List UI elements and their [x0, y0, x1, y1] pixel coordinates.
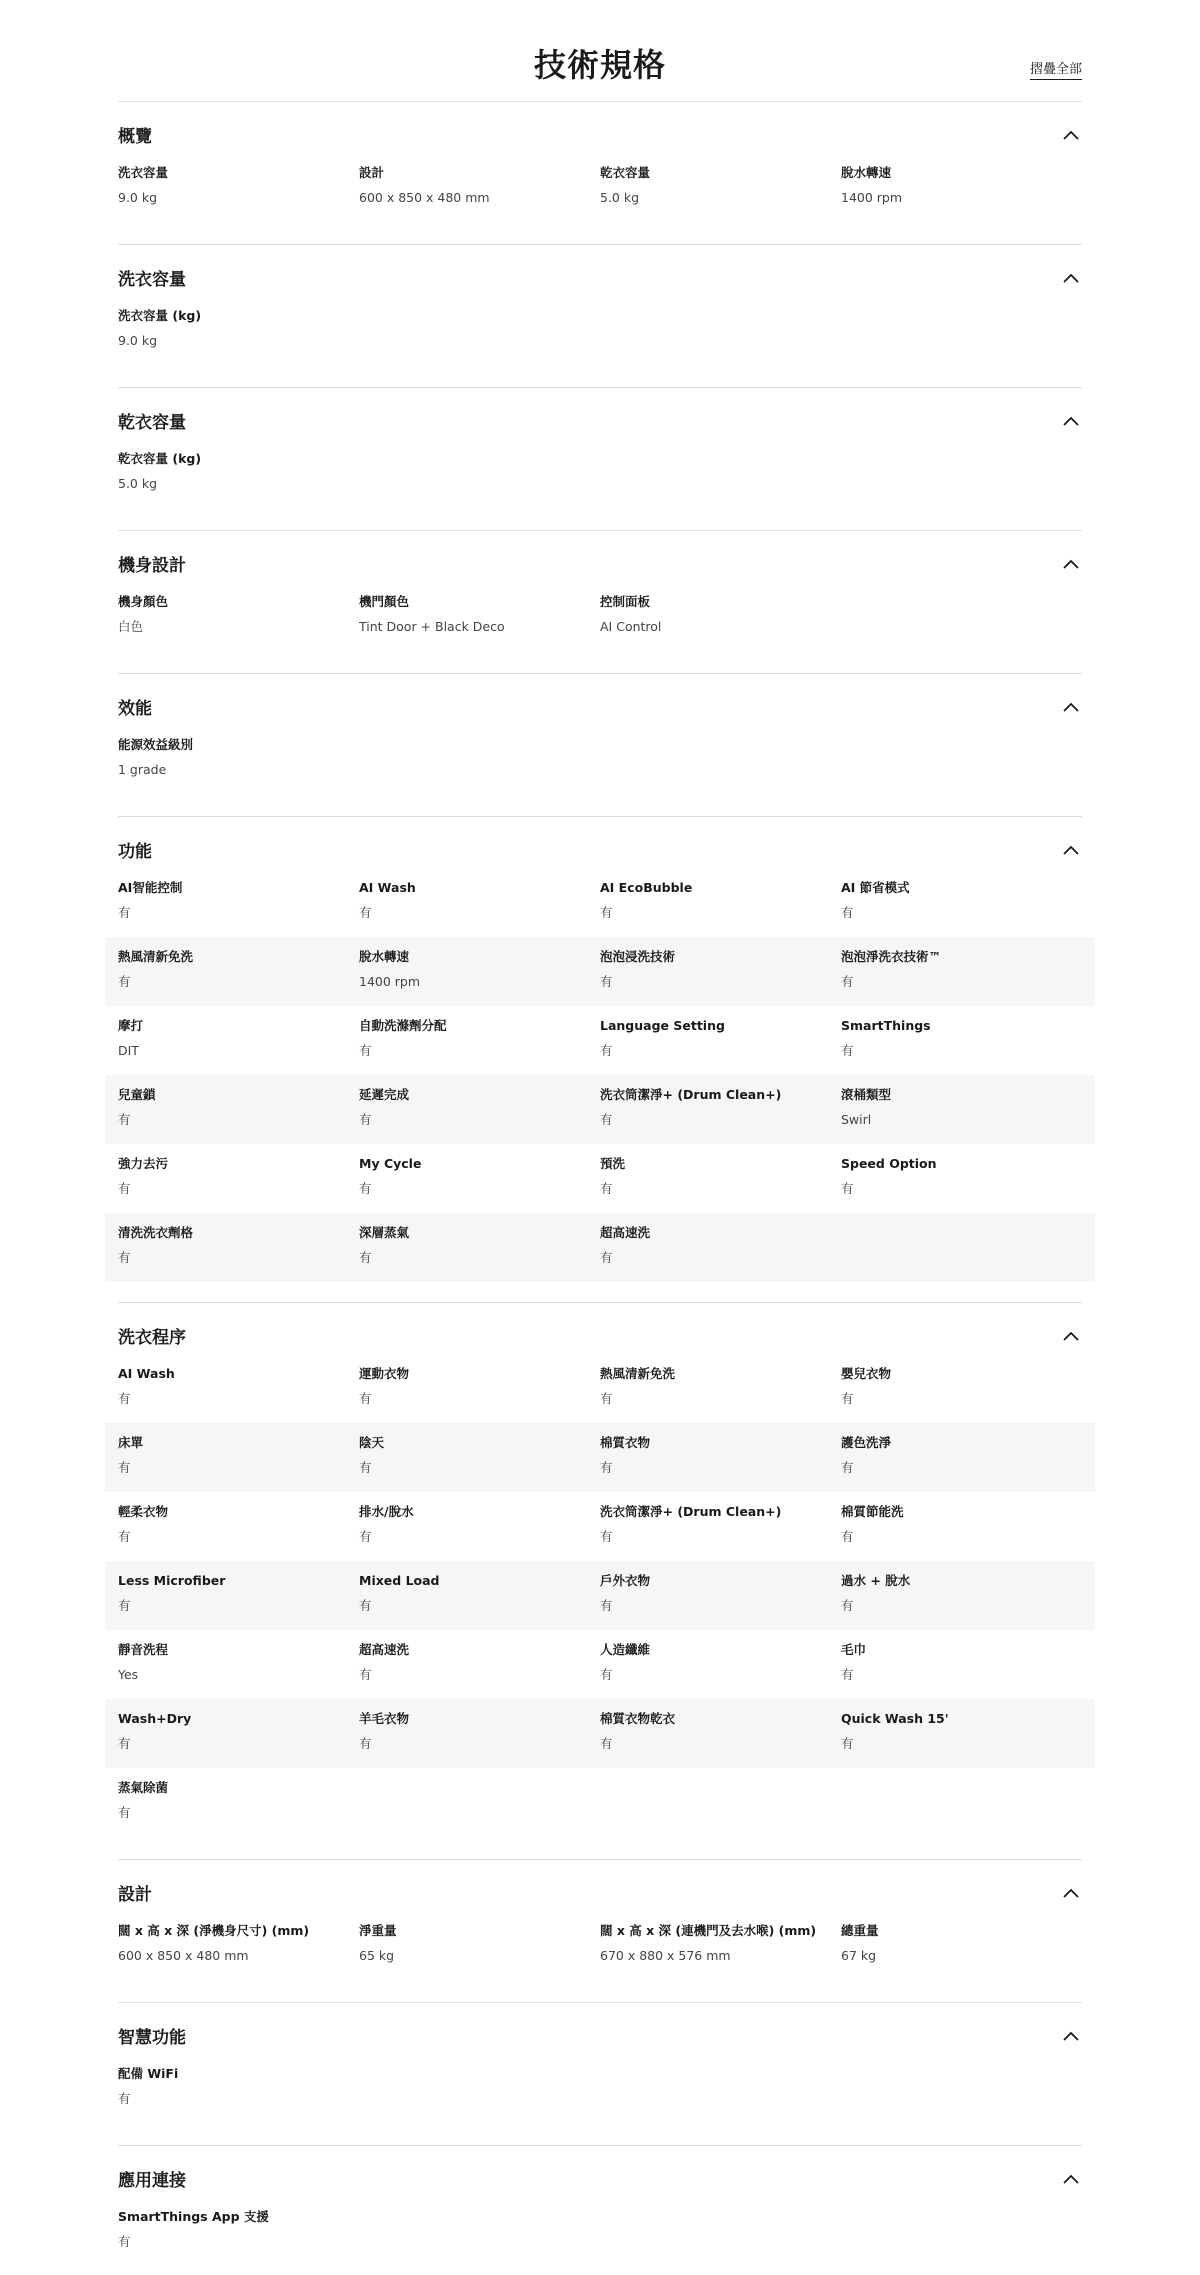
spec-label: 過水 + 脫水: [841, 1573, 911, 1588]
spec-label: 護色洗淨: [841, 1435, 892, 1450]
spec-value: 有: [118, 1250, 131, 1265]
spec-value: 9.0 kg: [118, 190, 158, 205]
spec-item: [600, 1492, 841, 1561]
spec-item: [118, 1768, 359, 1837]
spec-label: Language Setting: [600, 1018, 725, 1033]
spec-item: [841, 162, 1082, 222]
spec-label: 泡泡淨洗衣技術™: [841, 949, 942, 964]
spec-value: 有: [359, 1112, 372, 1127]
spec-empty: [359, 734, 600, 794]
spec-value: DIT: [118, 1043, 139, 1058]
spec-section: [118, 531, 1082, 674]
spec-item: [118, 591, 359, 651]
spec-value: 有: [118, 1598, 131, 1613]
spec-item: [359, 1144, 600, 1213]
spec-item: [841, 937, 1082, 1006]
spec-value: 有: [600, 1598, 613, 1613]
spec-empty: [841, 1768, 1082, 1837]
spec-label: 脫水轉速: [359, 949, 410, 964]
spec-empty: [359, 2206, 600, 2266]
spec-item: [118, 1561, 359, 1630]
spec-item: [359, 1075, 600, 1144]
spec-label: 深層蒸氣: [359, 1225, 410, 1240]
spec-value: 有: [600, 1529, 613, 1544]
spec-label: 脫水轉速: [841, 165, 892, 180]
spec-item: [359, 1630, 600, 1699]
spec-label: 配備 WiFi: [118, 2066, 179, 2081]
spec-value: 有: [118, 2234, 131, 2249]
spec-row: [105, 448, 1095, 508]
spec-item: [841, 1363, 1082, 1423]
spec-empty: [600, 2206, 841, 2266]
spec-value: 有: [118, 905, 131, 920]
spec-label: 洗衣容量: [118, 165, 169, 180]
spec-row: [105, 1075, 1095, 1144]
spec-label: 設計: [359, 165, 385, 180]
spec-label: 輕柔衣物: [118, 1504, 169, 1519]
spec-value: 有: [600, 1460, 613, 1475]
spec-section: [118, 817, 1082, 1303]
spec-value: Tint Door + Black Deco: [359, 619, 505, 634]
spec-item: [359, 162, 600, 222]
spec-item: [600, 1075, 841, 1144]
spec-value: 有: [118, 1529, 131, 1544]
spec-value: 有: [841, 1181, 854, 1196]
spec-item: [600, 1561, 841, 1630]
spec-row: [105, 1363, 1095, 1423]
spec-row: [105, 1768, 1095, 1837]
spec-label: AI EcoBubble: [600, 880, 693, 895]
spec-item: [118, 877, 359, 937]
spec-empty: [841, 2206, 1082, 2266]
collapse-all-link[interactable]: 摺疊全部: [1030, 58, 1082, 80]
spec-label: 控制面板: [600, 594, 651, 609]
spec-item: [841, 1144, 1082, 1213]
spec-empty: [359, 448, 600, 508]
spec-value: 有: [600, 974, 613, 989]
section-title: 乾衣容量: [118, 413, 186, 433]
spec-item: [118, 1423, 359, 1492]
chevron-up-icon[interactable]: [1062, 555, 1080, 567]
spec-row: [105, 2206, 1095, 2266]
spec-value: 有: [359, 1043, 372, 1058]
spec-value: 白色: [118, 619, 144, 634]
spec-value: 有: [118, 2091, 131, 2106]
spec-value: 有: [118, 1460, 131, 1475]
spec-label: 兒童鎖: [118, 1087, 156, 1102]
spec-item: [600, 1006, 841, 1075]
spec-item: [600, 937, 841, 1006]
spec-value: 有: [118, 974, 131, 989]
spec-value: 有: [118, 1181, 131, 1196]
spec-value: 有: [359, 1460, 372, 1475]
section-title: 效能: [118, 699, 152, 719]
spec-value: 有: [841, 905, 854, 920]
chevron-up-icon[interactable]: [1062, 2027, 1080, 2039]
spec-label: 人造纖維: [600, 1642, 651, 1657]
spec-value: 有: [359, 1391, 372, 1406]
spec-label: 自動洗滌劑分配: [359, 1018, 447, 1033]
spec-section: [118, 2146, 1082, 2275]
spec-label: SmartThings: [841, 1018, 931, 1033]
spec-label: 洗衣容量 (kg): [118, 308, 202, 323]
spec-empty: [841, 734, 1082, 794]
spec-item: [118, 1492, 359, 1561]
spec-value: 有: [600, 1391, 613, 1406]
spec-item: [600, 877, 841, 937]
spec-label: Less Microfiber: [118, 1573, 226, 1588]
spec-value: 有: [841, 1736, 854, 1751]
spec-header: [118, 0, 1082, 102]
spec-value: 有: [841, 974, 854, 989]
spec-empty: [841, 448, 1082, 508]
spec-label: My Cycle: [359, 1156, 422, 1171]
spec-value: 有: [600, 1667, 613, 1682]
spec-value: 670 x 880 x 576 mm: [600, 1948, 731, 1963]
spec-row: [105, 1492, 1095, 1561]
spec-item: [118, 2063, 359, 2123]
spec-value: 有: [118, 1805, 131, 1820]
spec-item: [118, 2206, 359, 2266]
spec-value: 有: [841, 1529, 854, 1544]
spec-item: [841, 877, 1082, 937]
spec-label: AI Wash: [118, 1366, 175, 1381]
spec-value: 有: [359, 1667, 372, 1682]
spec-item: [118, 1006, 359, 1075]
spec-row: [105, 877, 1095, 937]
spec-item: [841, 1423, 1082, 1492]
spec-value: 有: [600, 1250, 613, 1265]
spec-row: [105, 305, 1095, 365]
spec-value: 有: [841, 1667, 854, 1682]
spec-value: 600 x 850 x 480 mm: [359, 190, 490, 205]
spec-item: [359, 937, 600, 1006]
spec-empty: [359, 2063, 600, 2123]
spec-row: [105, 1699, 1095, 1768]
spec-sections: [0, 102, 1200, 2275]
spec-label: 滾桶類型: [841, 1087, 892, 1102]
chevron-up-icon[interactable]: [1062, 412, 1080, 424]
spec-label: 乾衣容量: [600, 165, 651, 180]
spec-value: AI Control: [600, 619, 662, 634]
spec-value: 有: [841, 1460, 854, 1475]
spec-item: [118, 305, 359, 365]
spec-section: [118, 674, 1082, 817]
section-header[interactable]: [118, 388, 1082, 448]
spec-item: [600, 591, 841, 651]
spec-value: 有: [359, 1736, 372, 1751]
spec-value: 有: [600, 905, 613, 920]
section-header[interactable]: [118, 102, 1082, 162]
spec-section: [118, 1860, 1082, 2003]
section-title: 設計: [118, 1885, 152, 1905]
spec-value: 有: [600, 1112, 613, 1127]
spec-item: [118, 1213, 359, 1282]
spec-value: 有: [600, 1736, 613, 1751]
spec-item: [841, 1920, 1082, 1980]
section-title: 智慧功能: [118, 2028, 186, 2048]
spec-value: 有: [118, 1391, 131, 1406]
spec-value: 65 kg: [359, 1948, 395, 1963]
spec-item: [600, 1920, 841, 1980]
spec-label: 羊毛衣物: [359, 1711, 410, 1726]
spec-empty: [841, 305, 1082, 365]
spec-empty: [600, 305, 841, 365]
spec-item: [841, 1075, 1082, 1144]
spec-item: [359, 1213, 600, 1282]
section-title: 應用連接: [118, 2171, 186, 2191]
spec-label: AI智能控制: [118, 880, 183, 895]
spec-row: [105, 1423, 1095, 1492]
spec-label: 熱風清新免洗: [118, 949, 194, 964]
spec-label: 陰天: [359, 1435, 385, 1450]
spec-label: 棉質節能洗: [841, 1504, 904, 1519]
spec-row: [105, 734, 1095, 794]
spec-value: 有: [359, 1598, 372, 1613]
spec-label: 摩打: [118, 1018, 144, 1033]
chevron-up-icon[interactable]: [1062, 2170, 1080, 2182]
spec-item: [841, 1006, 1082, 1075]
section-title: 機身設計: [118, 556, 186, 576]
spec-item: [841, 1561, 1082, 1630]
spec-value: 1400 rpm: [359, 974, 421, 989]
spec-row: [105, 591, 1095, 651]
spec-empty: [600, 734, 841, 794]
spec-value: 有: [359, 1250, 372, 1265]
spec-label: SmartThings App 支援: [118, 2209, 269, 2224]
spec-label: 清洗洗衣劑格: [118, 1225, 194, 1240]
spec-item: [359, 1920, 600, 1980]
spec-item: [359, 877, 600, 937]
spec-label: 強力去污: [118, 1156, 169, 1171]
chevron-up-icon[interactable]: [1062, 698, 1080, 710]
spec-value: 有: [600, 1181, 613, 1196]
spec-label: 毛巾: [841, 1642, 867, 1657]
spec-label: 蒸氣除菌: [118, 1780, 169, 1795]
spec-row: [105, 2063, 1095, 2123]
spec-value: 67 kg: [841, 1948, 877, 1963]
section-header[interactable]: [118, 1303, 1082, 1363]
section-header[interactable]: [118, 2146, 1082, 2206]
spec-empty: [841, 2063, 1082, 2123]
spec-value: 有: [359, 1181, 372, 1196]
spec-row: [105, 1006, 1095, 1075]
page-title: 技術規格: [533, 46, 666, 84]
spec-label: 機門顏色: [359, 594, 410, 609]
spec-label: 淨重量: [359, 1923, 397, 1938]
spec-label: 泡泡浸洗技術: [600, 949, 676, 964]
spec-item: [118, 1144, 359, 1213]
spec-label: 床單: [118, 1435, 144, 1450]
spec-item: [359, 1423, 600, 1492]
spec-row: [105, 1144, 1095, 1213]
spec-value: 有: [600, 1043, 613, 1058]
spec-item: [118, 1075, 359, 1144]
spec-value: 有: [118, 1736, 131, 1751]
spec-label: 洗衣筒潔淨+ (Drum Clean+): [600, 1504, 782, 1519]
spec-item: [359, 1363, 600, 1423]
section-title: 洗衣容量: [118, 270, 186, 290]
spec-label: Mixed Load: [359, 1573, 440, 1588]
spec-row: [105, 1630, 1095, 1699]
spec-row: [105, 937, 1095, 1006]
spec-item: [600, 1144, 841, 1213]
spec-item: [600, 1213, 841, 1282]
spec-label: 排水/脫水: [359, 1504, 414, 1519]
spec-empty: [841, 591, 1082, 651]
spec-section: [118, 1303, 1082, 1860]
spec-section: [118, 388, 1082, 531]
spec-empty: [600, 1768, 841, 1837]
spec-row: [105, 162, 1095, 222]
spec-label: 棉質衣物: [600, 1435, 651, 1450]
section-header[interactable]: [118, 817, 1082, 877]
spec-item: [359, 1492, 600, 1561]
spec-label: 戶外衣物: [600, 1573, 651, 1588]
spec-label: 機身顏色: [118, 594, 169, 609]
spec-item: [118, 448, 359, 508]
spec-item: [600, 1423, 841, 1492]
spec-label: 預洗: [600, 1156, 626, 1171]
spec-label: 闊 x 高 x 深 (連機門及去水喉) (mm): [600, 1923, 817, 1938]
spec-value: 5.0 kg: [118, 476, 158, 491]
spec-item: [359, 1699, 600, 1768]
spec-label: 運動衣物: [359, 1366, 410, 1381]
spec-label: 乾衣容量 (kg): [118, 451, 202, 466]
spec-value: 有: [118, 1112, 131, 1127]
spec-empty: [600, 2063, 841, 2123]
spec-section: [118, 102, 1082, 245]
spec-label: 能源效益級別: [118, 737, 194, 752]
spec-label: 洗衣筒潔淨+ (Drum Clean+): [600, 1087, 782, 1102]
spec-label: AI Wash: [359, 880, 416, 895]
spec-label: 靜音洗程: [118, 1642, 169, 1657]
spec-label: 熱風清新免洗: [600, 1366, 676, 1381]
chevron-up-icon[interactable]: [1062, 1327, 1080, 1339]
section-header[interactable]: [118, 531, 1082, 591]
spec-item: [118, 1699, 359, 1768]
chevron-up-icon[interactable]: [1062, 269, 1080, 281]
spec-label: 嬰兒衣物: [841, 1366, 892, 1381]
spec-label: Wash+Dry: [118, 1711, 192, 1726]
spec-item: [118, 1920, 359, 1980]
spec-label: 超高速洗: [359, 1642, 410, 1657]
spec-item: [118, 1363, 359, 1423]
spec-item: [841, 1699, 1082, 1768]
spec-label: 超高速洗: [600, 1225, 651, 1240]
spec-item: [118, 162, 359, 222]
section-header[interactable]: [118, 245, 1082, 305]
spec-label: 棉質衣物乾衣: [600, 1711, 676, 1726]
section-header[interactable]: [118, 2003, 1082, 2063]
spec-empty: [841, 1213, 1082, 1282]
spec-value: 有: [841, 1043, 854, 1058]
spec-empty: [600, 448, 841, 508]
spec-value: 1 grade: [118, 762, 167, 777]
spec-item: [359, 1006, 600, 1075]
spec-label: Speed Option: [841, 1156, 937, 1171]
spec-item: [600, 1630, 841, 1699]
spec-row: [105, 1920, 1095, 1980]
spec-value: Swirl: [841, 1112, 872, 1127]
spec-item: [118, 1630, 359, 1699]
spec-item: [359, 1561, 600, 1630]
spec-value: 有: [841, 1598, 854, 1613]
section-title: 洗衣程序: [118, 1328, 186, 1348]
spec-item: [841, 1630, 1082, 1699]
spec-item: [118, 937, 359, 1006]
spec-value: 1400 rpm: [841, 190, 903, 205]
spec-section: [118, 245, 1082, 388]
section-title: 概覽: [118, 127, 152, 147]
chevron-up-icon[interactable]: [1062, 841, 1080, 853]
spec-empty: [359, 305, 600, 365]
spec-value: 600 x 850 x 480 mm: [118, 1948, 249, 1963]
section-header[interactable]: [118, 1860, 1082, 1920]
spec-section: [118, 2003, 1082, 2146]
spec-row: [105, 1561, 1095, 1630]
spec-item: [359, 591, 600, 651]
spec-item: [600, 162, 841, 222]
spec-label: AI 節省模式: [841, 880, 910, 895]
spec-item: [600, 1699, 841, 1768]
chevron-up-icon[interactable]: [1062, 126, 1080, 138]
chevron-up-icon[interactable]: [1062, 1884, 1080, 1896]
spec-item: [600, 1363, 841, 1423]
spec-label: 闊 x 高 x 深 (淨機身尺寸) (mm): [118, 1923, 310, 1938]
spec-value: 5.0 kg: [600, 190, 640, 205]
spec-empty: [359, 1768, 600, 1837]
spec-value: 有: [359, 1529, 372, 1544]
section-title: 功能: [118, 842, 152, 862]
spec-row: [105, 1213, 1095, 1282]
section-header[interactable]: [118, 674, 1082, 734]
spec-value: Yes: [118, 1667, 139, 1682]
spec-value: 有: [841, 1391, 854, 1406]
spec-label: 延遲完成: [359, 1087, 410, 1102]
spec-label: Quick Wash 15': [841, 1711, 949, 1726]
spec-item: [118, 734, 359, 794]
spec-value: 有: [359, 905, 372, 920]
spec-label: 總重量: [841, 1923, 879, 1938]
spec-value: 9.0 kg: [118, 333, 158, 348]
spec-item: [841, 1492, 1082, 1561]
